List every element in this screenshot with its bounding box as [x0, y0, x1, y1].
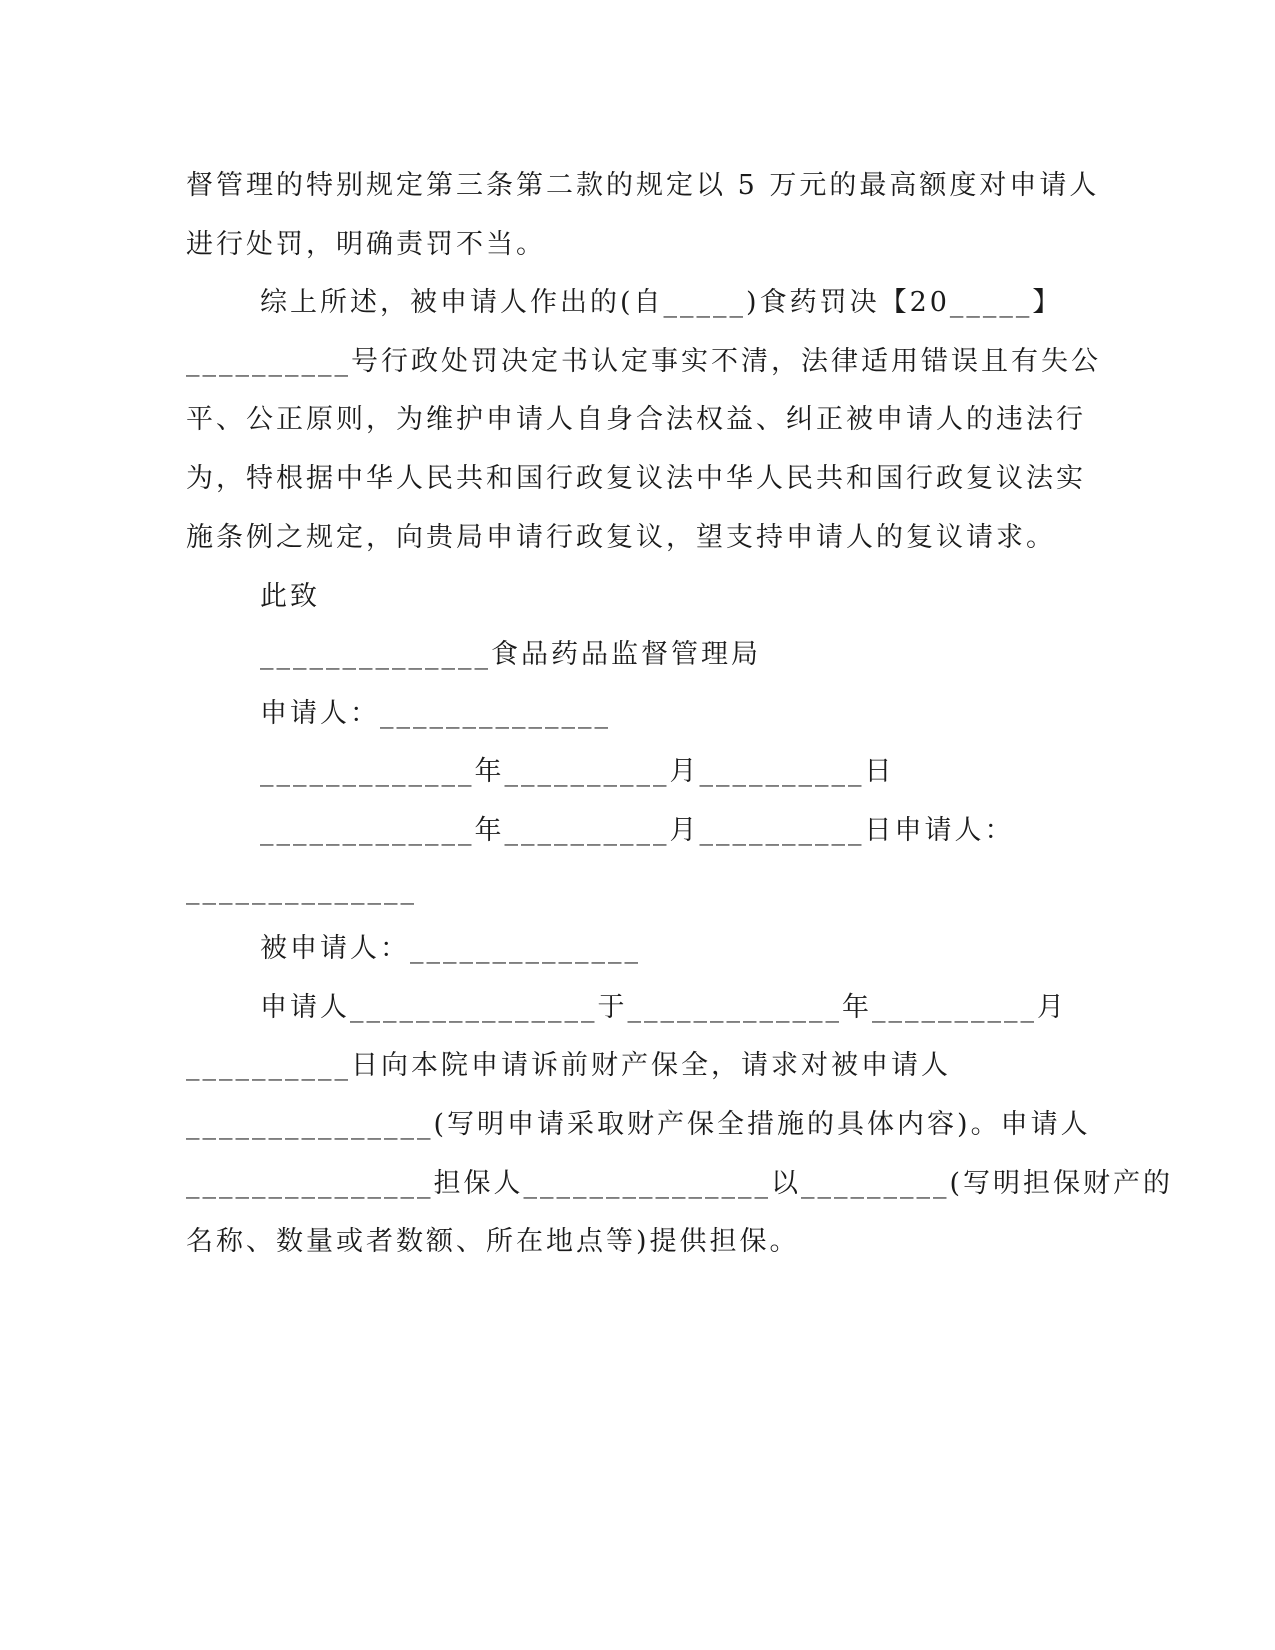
text-line: 施条例之规定，向贵局申请行政复议，望支持申请人的复议请求。	[186, 522, 1056, 553]
applicant-signature: 申请人：______________	[260, 698, 611, 729]
salutation: 此致	[260, 581, 320, 612]
text-line: 申请人_______________于_____________年__________月	[260, 992, 1067, 1023]
respondent-line: 被申请人：______________	[260, 933, 641, 964]
blank-line: ______________	[186, 874, 417, 905]
text-line: 平、公正原则，为维护申请人自身合法权益、纠正被申请人的违法行	[186, 404, 1086, 435]
text-line: 为，特根据中华人民共和国行政复议法中华人民共和国行政复议法实	[186, 463, 1086, 494]
text-line: __________号行政处罚决定书认定事实不清，法律适用错误且有失公	[186, 346, 1101, 377]
text-line: _______________担保人_______________以_________(写明担保财产的	[186, 1168, 1174, 1199]
text-line: 督管理的特别规定第三条第二款的规定以 5 万元的最高额度对申请人	[186, 170, 1100, 201]
date-line: _____________年__________月__________日申请人：	[260, 815, 1015, 846]
text-line: 进行处罚，明确责罚不当。	[186, 229, 546, 260]
addressee: ______________食品药品监督管理局	[260, 639, 761, 670]
text-line: _______________(写明申请采取财产保全措施的具体内容)。申请人	[186, 1109, 1091, 1140]
date-line: _____________年__________月__________日	[260, 756, 895, 787]
text-line: 综上所述，被申请人作出的(自_____)食药罚决【20_____】	[260, 287, 1063, 318]
text-line: __________日向本院申请诉前财产保全，请求对被申请人	[186, 1050, 951, 1081]
text-line: 名称、数量或者数额、所在地点等)提供担保。	[186, 1226, 800, 1257]
